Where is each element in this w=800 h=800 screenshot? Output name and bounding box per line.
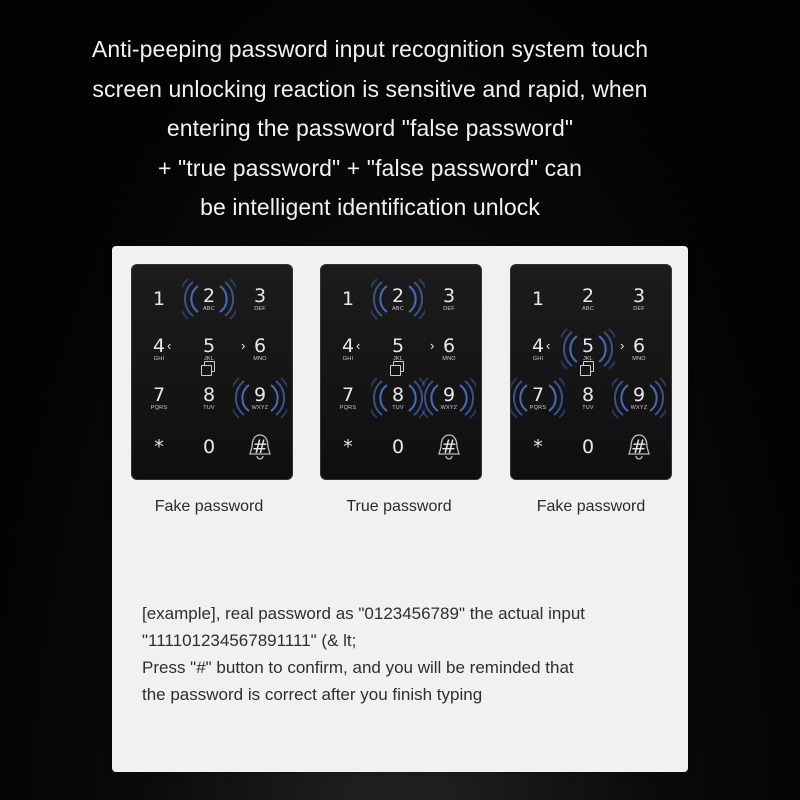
- keypad-key-2[interactable]: [563, 274, 613, 324]
- keypad-true: [320, 264, 482, 480]
- key-digit: 3: [442, 285, 456, 307]
- key-letters: MNO: [632, 356, 646, 362]
- key-digit: 0: [581, 436, 595, 458]
- keypad-key-3[interactable]: [235, 274, 285, 324]
- keypad-key-hash[interactable]: [235, 422, 285, 472]
- keypad-key-star[interactable]: [513, 422, 563, 472]
- keypad-key-0[interactable]: [184, 422, 234, 472]
- key-letters: WXYZ: [251, 405, 269, 411]
- keypad-key-8[interactable]: [563, 373, 613, 423]
- keypad-key-4[interactable]: [513, 324, 563, 374]
- keypad-key-8[interactable]: [184, 373, 234, 423]
- headline-line: Anti-peeping password input recognition system touch: [91, 36, 649, 62]
- left-arrow-icon: ‹: [167, 338, 172, 353]
- key-letters: ABC: [203, 306, 215, 312]
- key-digit: 0: [391, 436, 405, 458]
- key-letters: ABC: [392, 306, 404, 312]
- right-arrow-icon: ›: [620, 338, 625, 353]
- key-letters: GHI: [342, 356, 354, 362]
- key-digit: 6: [253, 335, 267, 357]
- keypad-key-star[interactable]: [323, 422, 373, 472]
- key-digit: 3: [253, 285, 267, 307]
- key-letters: MNO: [442, 356, 456, 362]
- keypad-key-star[interactable]: [134, 422, 184, 472]
- keypad-key-5[interactable]: [184, 324, 234, 374]
- example-card: [112, 246, 688, 772]
- key-letters: TUV: [203, 405, 215, 411]
- key-digit: 4: [531, 335, 545, 357]
- key-digit: *: [343, 436, 353, 458]
- key-letters: JKL: [203, 356, 215, 362]
- key-letters: PQRS: [529, 405, 547, 411]
- headline-line: entering the password "false password": [166, 115, 574, 141]
- key-digit: 9: [442, 384, 456, 406]
- key-digit: 9: [632, 384, 646, 406]
- keypad-key-7[interactable]: [513, 373, 563, 423]
- caption-fake-password-1: Fake password: [154, 498, 264, 515]
- key-letters: DEF: [443, 306, 455, 312]
- keypad-key-hash[interactable]: [424, 422, 474, 472]
- key-digit: 8: [202, 384, 216, 406]
- key-letters: DEF: [633, 306, 645, 312]
- key-digit: 4: [341, 335, 355, 357]
- keypad-key-6[interactable]: [235, 324, 285, 374]
- caption-fake-password-2: Fake password: [536, 498, 646, 515]
- keypad-key-5[interactable]: [563, 324, 613, 374]
- key-letters: GHI: [532, 356, 544, 362]
- keypad-key-8[interactable]: [373, 373, 423, 423]
- keypad-fake-2: [510, 264, 672, 480]
- example-text: [142, 600, 682, 708]
- keypad-key-hash[interactable]: [614, 422, 664, 472]
- key-digit: 0: [202, 436, 216, 458]
- key-digit: #: [631, 436, 647, 458]
- keypad-key-9[interactable]: [235, 373, 285, 423]
- key-letters: JKL: [582, 356, 594, 362]
- key-letters: DEF: [254, 306, 266, 312]
- keypad-key-1[interactable]: [134, 274, 184, 324]
- key-digit: 9: [253, 384, 267, 406]
- right-arrow-icon: ›: [241, 338, 246, 353]
- key-letters: ABC: [582, 306, 594, 312]
- key-letters: PQRS: [150, 405, 168, 411]
- key-letters: PQRS: [339, 405, 357, 411]
- key-digit: 8: [391, 384, 405, 406]
- key-digit: 6: [632, 335, 646, 357]
- key-digit: 7: [341, 384, 355, 406]
- key-digit: *: [154, 436, 164, 458]
- keypad-fake-1: [131, 264, 293, 480]
- left-arrow-icon: ‹: [356, 338, 361, 353]
- keypad-key-1[interactable]: [323, 274, 373, 324]
- keypad-key-3[interactable]: [614, 274, 664, 324]
- key-digit: 2: [391, 285, 405, 307]
- keypad-key-2[interactable]: [373, 274, 423, 324]
- right-arrow-icon: ›: [430, 338, 435, 353]
- example-line: the password is correct after you finish typing: [142, 685, 483, 704]
- keypad-key-7[interactable]: [323, 373, 373, 423]
- keypad-key-9[interactable]: [614, 373, 664, 423]
- left-arrow-icon: ‹: [546, 338, 551, 353]
- keypad-key-4[interactable]: [134, 324, 184, 374]
- key-letters: WXYZ: [440, 405, 458, 411]
- keypad-key-0[interactable]: [563, 422, 613, 472]
- keypad-key-1[interactable]: [513, 274, 563, 324]
- card-reader-icon: [204, 361, 215, 372]
- key-digit: 6: [442, 335, 456, 357]
- keypad-key-4[interactable]: [323, 324, 373, 374]
- key-digit: 2: [202, 285, 216, 307]
- keypad-key-0[interactable]: [373, 422, 423, 472]
- card-reader-icon: [583, 361, 594, 372]
- key-digit: 1: [341, 288, 355, 310]
- key-digit: 5: [391, 335, 405, 357]
- key-digit: 7: [152, 384, 166, 406]
- key-digit: 8: [581, 384, 595, 406]
- keypad-key-7[interactable]: [134, 373, 184, 423]
- key-digit: 4: [152, 335, 166, 357]
- headline-line: be intelligent identification unlock: [200, 194, 540, 220]
- key-digit: 5: [202, 335, 216, 357]
- example-line: [example], real password as "0123456789" the actual input: [142, 604, 586, 623]
- keypad-key-6[interactable]: [614, 324, 664, 374]
- caption-true-password: True password: [346, 498, 452, 515]
- key-letters: WXYZ: [630, 405, 648, 411]
- key-digit: 5: [581, 335, 595, 357]
- example-line: "111101234567891111" (& lt;: [142, 631, 357, 650]
- keypad-key-6[interactable]: [424, 324, 474, 374]
- keypad-key-2[interactable]: [184, 274, 234, 324]
- headline: [20, 30, 720, 228]
- key-digit: *: [533, 436, 543, 458]
- keypad-key-9[interactable]: [424, 373, 474, 423]
- key-digit: #: [252, 436, 268, 458]
- key-letters: GHI: [153, 356, 165, 362]
- key-digit: 2: [581, 285, 595, 307]
- key-digit: 1: [531, 288, 545, 310]
- key-letters: TUV: [582, 405, 594, 411]
- key-digit: 1: [152, 288, 166, 310]
- key-letters: MNO: [253, 356, 267, 362]
- keypad-key-3[interactable]: [424, 274, 474, 324]
- key-digit: 7: [531, 384, 545, 406]
- keypad-key-5[interactable]: [373, 324, 423, 374]
- key-letters: JKL: [392, 356, 404, 362]
- key-digit: 3: [632, 285, 646, 307]
- headline-line: + "true password" + "false password" can: [157, 154, 583, 181]
- card-reader-icon: [393, 361, 404, 372]
- key-letters: TUV: [392, 405, 404, 411]
- example-line: Press "#" button to confirm, and you will be reminded that: [142, 658, 574, 677]
- headline-line: screen unlocking reaction is sensitive and rapid, when: [92, 75, 648, 102]
- key-digit: #: [441, 436, 457, 458]
